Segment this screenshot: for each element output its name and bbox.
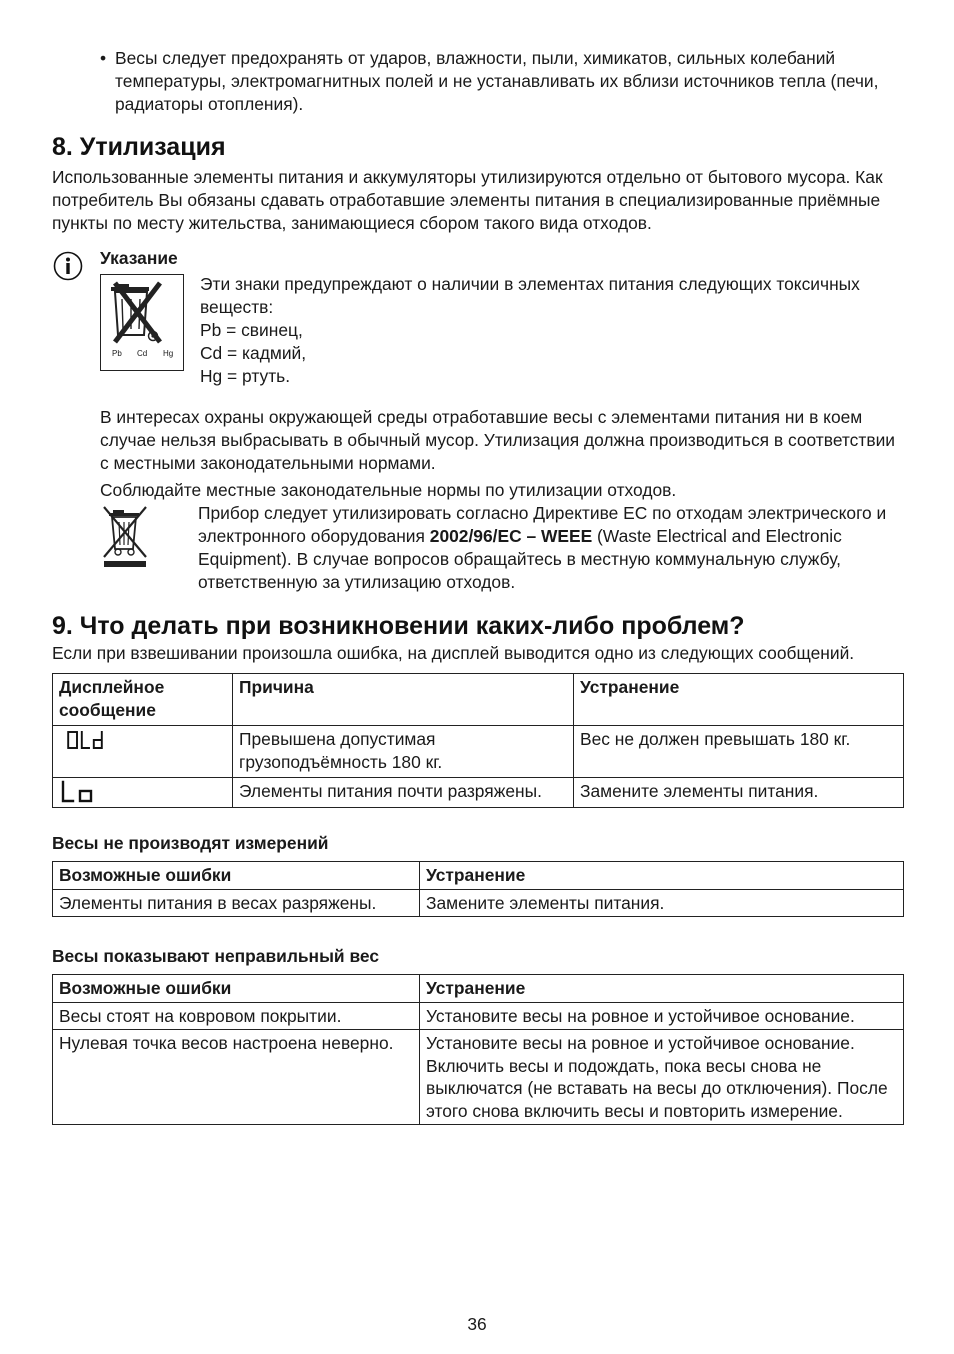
header-cause: Причина xyxy=(233,674,574,726)
fix-lo: Замените элементы питания. xyxy=(574,778,904,808)
table-row xyxy=(53,1030,904,1125)
substance-cd: Cd = кадмий, xyxy=(200,343,307,363)
battery-label-hg: Hg xyxy=(163,349,174,358)
no-measure-title: Весы не производят измерений xyxy=(52,833,329,853)
page-content xyxy=(52,47,904,1125)
fix-cell: Установите весы на ровное и устойчивое основание. xyxy=(420,1002,904,1030)
display-messages-table xyxy=(52,673,904,808)
bullet-dot: • xyxy=(100,48,107,68)
table-row xyxy=(53,726,904,778)
substance-hg: Hg = ртуть. xyxy=(200,366,291,386)
table-header-row xyxy=(53,975,904,1003)
local-rules-text: Соблюдайте местные законодательные нормы по утилизации отходов. xyxy=(100,480,677,500)
error-cell: Нулевая точка весов настроена неверно. xyxy=(53,1030,420,1125)
table-row xyxy=(53,778,904,808)
table-header-row xyxy=(53,862,904,890)
section-9-intro: Если при взвешивании произошла ошибка, на дисплей выводится одно из следующих сообщений. xyxy=(52,643,855,663)
table-header-row xyxy=(53,674,904,726)
section-9-title: 9. Что делать при возникновении каких-либо проблем? xyxy=(52,612,745,640)
intro-bullet xyxy=(52,47,904,116)
note-block xyxy=(52,247,904,594)
page-number: 36 xyxy=(467,1314,487,1334)
battery-symbol-row xyxy=(100,273,904,388)
weee-bin-icon xyxy=(98,503,154,569)
lcd-old-icon xyxy=(59,728,119,752)
error-cell: Элементы питания в весах разряжены. xyxy=(53,889,420,917)
header-fix: Устранение xyxy=(420,862,904,890)
wrong-weight-table xyxy=(52,974,904,1125)
substance-pb: Pb = свинец, xyxy=(200,320,303,340)
substances-text xyxy=(200,273,904,388)
header-errors: Возможные ошибки xyxy=(53,862,420,890)
display-message-lo xyxy=(53,778,233,808)
info-icon xyxy=(53,251,83,281)
display-message-old xyxy=(53,726,233,778)
wrong-weight-title: Весы показывают неправильный вес xyxy=(52,946,380,966)
cause-lo: Элементы питания почти разряжены. xyxy=(233,778,574,808)
substances-intro: Эти знаки предупреждают о наличии в элементах питания следующих токсичных веществ: xyxy=(200,274,860,317)
no-measure-table xyxy=(52,861,904,917)
note-title: Указание xyxy=(100,248,178,268)
fix-cell: Установите весы на ровное и устойчивое основание. Включить весы и подождать, пока весы снова не выключатся (не вставать на весы до отключения). После этого снова включить весы и повторить измерение. xyxy=(420,1030,904,1125)
weee-text-after: (Waste Electrical and Electronic Equipment). В случае вопросов обращайтесь в местную коммунальную службу, ответственную за утилизацию отходов. xyxy=(198,526,842,592)
table-row xyxy=(53,1002,904,1030)
table-row xyxy=(53,889,904,917)
cause-old: Превышена допустимая грузоподъёмность 180 кг. xyxy=(233,726,574,778)
header-fix: Устранение xyxy=(574,674,904,726)
battery-disposal-symbol xyxy=(100,274,184,371)
environment-text: В интересах охраны окружающей среды отработавшие весы с элементами питания ни в коем случае нельзя выбрасывать в обычный мусор. Утилизация должна производиться в соответствии с местными законодательными нормами. xyxy=(100,407,896,473)
battery-label-cd: Cd xyxy=(137,349,148,358)
section-8-title: 8. Утилизация xyxy=(52,133,226,161)
weee-text xyxy=(198,502,904,594)
weee-row xyxy=(100,502,904,594)
header-display: Дисплейное сообщение xyxy=(53,674,233,726)
lcd-lo-icon xyxy=(59,780,119,804)
error-cell: Весы стоят на ковровом покрытии. xyxy=(53,1002,420,1030)
header-fix: Устранение xyxy=(420,975,904,1003)
section-8-paragraph: Использованные элементы питания и аккумуляторы утилизируются отдельно от бытового мусора. Как потребитель Вы обязаны сдавать отработавшие элементы питания в специализированные приёмные пункты по месту жительства, занимающиеся сбором такого вида отходов. xyxy=(52,167,883,233)
intro-bullet-text: Весы следует предохранять от ударов, влажности, пыли, химикатов, сильных колебаний температуры, электромагнитных полей и не устанавливать их вблизи источников тепла (печи, радиаторы отопления). xyxy=(115,48,879,114)
fix-old: Вес не должен превышать 180 кг. xyxy=(574,726,904,778)
fix-cell: Замените элементы питания. xyxy=(420,889,904,917)
header-errors: Возможные ошибки xyxy=(53,975,420,1003)
weee-directive: 2002/96/EC – WEEE xyxy=(429,526,593,546)
weee-text-before: Прибор следует утилизировать согласно Директиве ЕС по отходам электрического и электронного оборудования xyxy=(198,503,887,546)
battery-label-pb: Pb xyxy=(112,349,122,358)
